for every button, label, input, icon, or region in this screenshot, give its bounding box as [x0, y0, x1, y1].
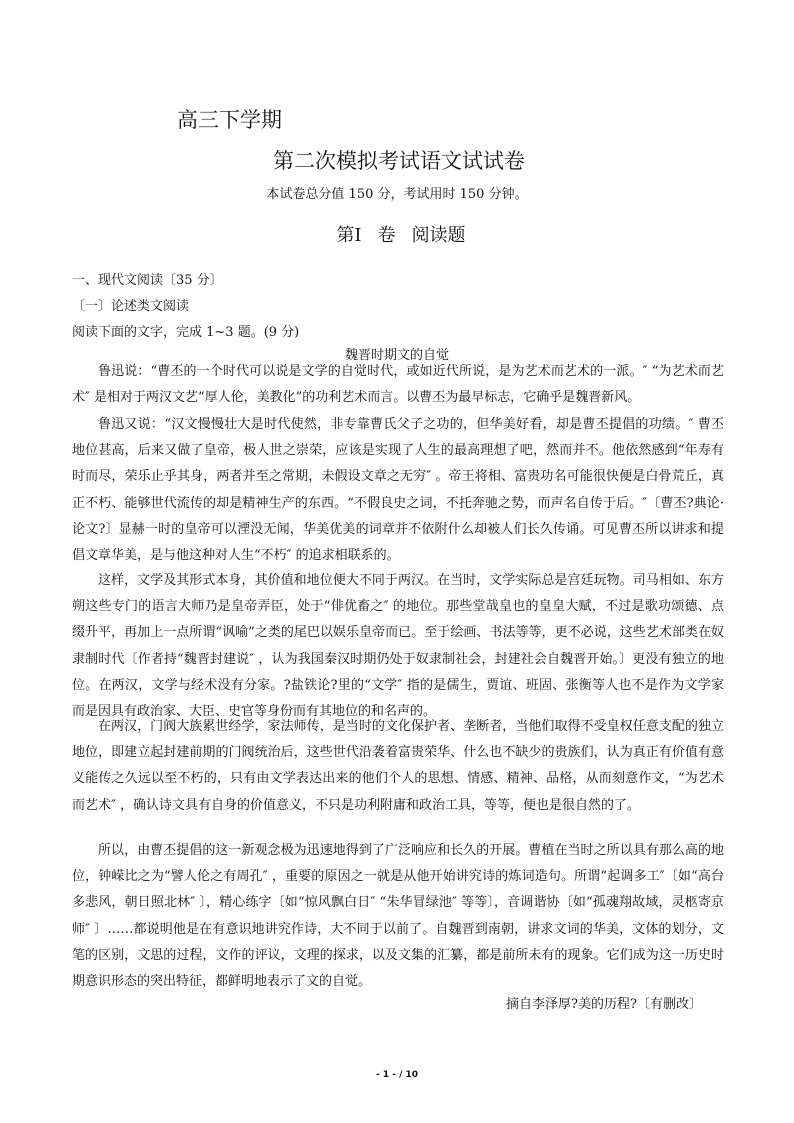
section-heading-essay: 〔一〕论述类文阅读: [72, 299, 190, 314]
volume-heading: [0, 221, 794, 247]
article-source: 摘自李泽厚?美的历程?〔有删改〕: [506, 997, 702, 1012]
article-paragraph: 在两汉，门阀大族累世经学，家法师传，是当时的文化保护者、垄断者，当他们取得不受皇权任意支配的独立地位，即建立起封建前期的门阀统治后，这些世代沿袭着富贵荣华、什么也不缺少的贵族们，认为真正有价值有意义能传之久远以至不朽的，只有由文学表达出来的他们个人的思想、情感、精神、品格，从而刻意作文，“为艺术而艺术″ ，确认诗文具有自身的价值意义，不只是功利附庸和政治工具，等等，便也是很自然的了。: [72, 719, 724, 813]
article-title: 魏晋时期文的自觉: [344, 348, 449, 363]
article-paragraph: 鲁迅又说：“汉文慢慢壮大是时代使然，非专靠曹氏父子之功的，但华美好看，却是曹丕提倡的功绩。″ 曹丕地位甚高，后来又做了皇帝，极人世之崇荣，应该是实现了人生的最高理想了吧，然而并不。他依然感到“年寿有时而尽，荣乐止乎其身，两者并至之常期，未假设文章之无穷″ 。帝王将相、富贵功名可能很快便是白骨荒丘，真正不朽、能够世代流传的却是精神生产的东西。“不假良史之词，不托奔驰之势，而声名自传于后。″〔曹丕?典论·论文?〕显赫一时的皇帝可以湮没无闻，华美优美的词章并不依附什么却被人们长久传诵。可见曹丕所以讲求和提倡文章华美，是与他这种对人生“不朽″ 的追求相联系的。: [72, 417, 724, 564]
article-paragraph: 所以，由曹丕提倡的这一新观念极为迅速地得到了广泛响应和长久的开展。曹植在当时之所以具有那么高的地位，钟嵘比之为“譬人伦之有周孔″ ，重要的原因之一就是从他开始讲究诗的炼词造句。所谓“起调多工″〔如“高台多悲风，朝日照北林″ 〕，精心练字〔如“惊风飘白日″ “朱华冒绿池″ 等等〕，音调谐协〔如“孤魂翔故域，灵柩寄京师″ 〕……都说明他是在有意识地讲究作诗，大不同于以前了。自魏晋到南朝，讲求文词的华美，文体的划分，文笔的区别，文思的过程，文作的评议，文理的探求，以及文集的汇纂，都是前所未有的现象。它们成为这一历史时期意识形态的突出特征，都鲜明地表示了文的自觉。: [72, 843, 724, 990]
volume-number: 第Ⅰ: [336, 225, 362, 246]
exam-subtitle: 本试卷总分值 150 分，考试用时 150 分钟。: [266, 187, 528, 202]
section-heading-part1: 一、现代文阅读〔35 分〕: [72, 273, 223, 288]
volume-name: 阅读题: [411, 225, 466, 246]
grade-label: 高三下学期: [177, 108, 282, 132]
page-number: - 1 - / 10: [375, 1070, 419, 1080]
article-paragraph: 这样，文学及其形式本身，其价值和地位便大不同于两汉。在当时，文学实际总是宫廷玩物。司马相如、东方朔这些专门的语言大师乃是皇帝弄臣，处于“俳优畜之″ 的地位。那些堂哉皇也的皇皇大赋，不过是歌功颂德、点缀升平，再加上一点所谓“讽喻”之类的尾巴以娱乐皇帝而已。至于绘画、书法等等，更不必说，这些艺术部类在奴隶制时代〔作者持“魏晋封建说″ ，认为我国秦汉时期仍处于奴隶制社会，封建社会自魏晋开始。〕更没有独立的地位。在两汉，文学与经术没有分家。?盐铁论?里的“文学″ 指的是儒生，贾谊、班固、张衡等人也不是作为文学家而是因具有政治家、大臣、史官等身份而有其地位的和名声的。: [72, 573, 724, 720]
volume-word: 卷: [377, 225, 396, 246]
article-paragraph: 鲁迅说：“曹丕的一个时代可以说是文学的自觉时代，或如近代所说，是为艺术而艺术的一派。″ “为艺术而艺术″ 是相对于两汉文艺“厚人伦，美教化”的功利艺术而言。以曹丕为最早标志，它确乎是魏晋新风。: [72, 364, 724, 406]
reading-instruction: 阅读下面的文字，完成 1~3 题。(9 分): [72, 325, 300, 340]
exam-title: 第二次模拟考试语文试试卷: [273, 149, 525, 173]
